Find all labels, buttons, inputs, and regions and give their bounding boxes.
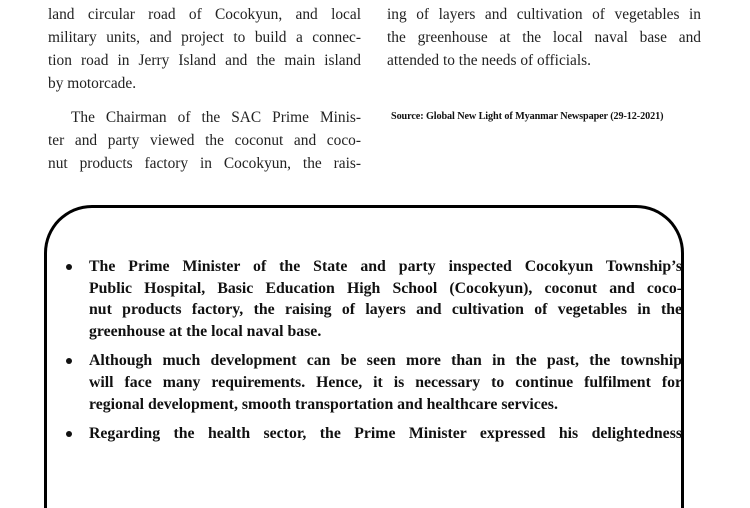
bullet-icon — [66, 431, 72, 437]
text-line: ing of layers and cultivation of vegetables in — [387, 6, 701, 23]
bullet-icon — [66, 264, 72, 270]
text-line: attended to the needs of officials. — [387, 52, 592, 69]
text-line: tion road in Jerry Island and the main island — [48, 52, 361, 69]
text-line: will face many requirements. Hence, it is necessary to continue fulfilment for — [89, 373, 682, 391]
text-line: Although much development can be seen more than in the past, the township — [89, 352, 682, 370]
paragraph — [387, 3, 701, 72]
right-column — [387, 3, 701, 72]
text-line: Public Hospital, Basic Education High School (Cocokyun), coconut and coco- — [89, 279, 682, 297]
text-line: by motorcade. — [48, 75, 137, 92]
text-line: the greenhouse at the local naval base and — [387, 29, 701, 46]
text-line: military units, and project to build a connec- — [48, 29, 361, 46]
bullet-icon — [66, 358, 72, 364]
source-citation: Source: Global New Light of Myanmar Newspaper (29-12-2021) — [391, 111, 664, 122]
text-line: greenhouse at the local naval base. — [89, 322, 322, 340]
text-line: ter and party viewed the coconut and coco- — [48, 132, 361, 149]
text-line: nut products factory, the raising of layers and cultivation of vegetables in the — [89, 301, 682, 319]
text-line: The Prime Minister of the State and party inspected Cocokyun Township’s — [89, 258, 682, 275]
text-line: land circular road of Cocokyun, and local — [48, 6, 361, 23]
bullet-item — [62, 423, 682, 445]
bullet-item — [62, 350, 682, 415]
text-line: Regarding the health sector, the Prime Minister expressed his delightedness — [89, 425, 682, 443]
paragraph — [48, 106, 361, 175]
bullet-item — [62, 256, 682, 342]
text-line: The Chairman of the SAC Prime Minis- — [71, 109, 361, 126]
paragraph — [48, 3, 361, 95]
left-column — [48, 3, 361, 175]
text-line: nut products factory in Cocokyun, the rais- — [48, 155, 361, 172]
text-line: regional development, smooth transportation and healthcare services. — [89, 395, 558, 413]
highlights-list — [62, 256, 682, 453]
